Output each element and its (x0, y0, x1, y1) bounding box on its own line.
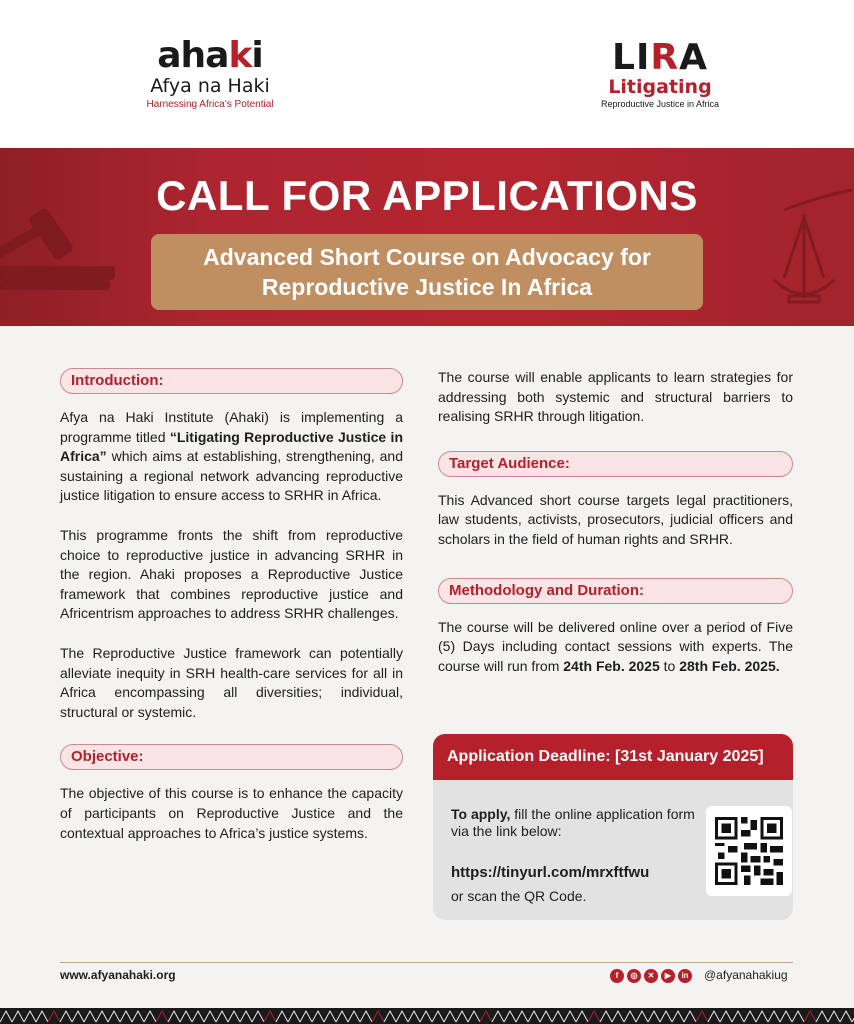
ahaki-logo-name: Afya na Haki (150, 75, 270, 97)
course-goal-paragraph: The course will enable applicants to learn strategies for addressing both systemic and structural barriers to realising SRHR through litigation. (438, 369, 793, 425)
application-box (433, 734, 793, 920)
right-column (438, 368, 793, 676)
banner (0, 148, 854, 326)
header (0, 0, 854, 148)
target-audience-paragraph: This Advanced short course targets legal practitioners, law students, activists, prosecutors, judicial officers and scholars in the field of human rights and SRHR. (438, 491, 793, 547)
website-link[interactable]: www.afyanahaki.org (60, 968, 176, 982)
youtube-icon[interactable]: ▶ (661, 969, 675, 983)
objective-heading: Objective: (60, 744, 403, 770)
decorative-pattern (0, 1008, 854, 1024)
footer-divider (60, 962, 793, 963)
apply-text: To apply, fill the online application form via the link below: (451, 806, 695, 839)
facebook-icon[interactable]: f (610, 969, 624, 983)
introduction-heading: Introduction: (60, 368, 403, 394)
linkedin-icon[interactable]: in (678, 969, 692, 983)
left-column (60, 368, 403, 843)
application-deadline: Application Deadline: [31st January 2025] (433, 734, 793, 780)
ahaki-logo-word: ahaki (157, 35, 263, 76)
ahaki-logo-tagline: Harnessing Africa's Potential (146, 99, 274, 110)
lira-logo (598, 37, 722, 110)
page-title: CALL FOR APPLICATIONS (156, 172, 698, 219)
methodology-paragraph: The course will be delivered online over a period of Five (5) Days including contact sessions with experts. The course will run from 24th Feb. 2025 to 28th Feb. 2025. (438, 618, 793, 674)
qr-code-icon (715, 817, 783, 885)
objective-paragraph: The objective of this course is to enhance the capacity of participants on Reproductive Justice and the contextual approaches to Africa’s justice systems. (60, 785, 403, 841)
application-instructions (433, 780, 793, 920)
x-icon[interactable]: ✕ (644, 969, 658, 983)
methodology-heading: Methodology and Duration: (438, 578, 793, 604)
target-audience-heading: Target Audience: (438, 451, 793, 477)
lira-logo-name: Litigating (608, 76, 712, 98)
social-handle: @afyanahakiug (704, 968, 788, 982)
qr-code[interactable] (706, 806, 792, 896)
introduction-paragraph-2: This programme fronts the shift from reproductive choice to reproductive justice in advancing SRHR in the region. Ahaki proposes a Reproductive Justice framework that combines reproductive justice and Africentrism approaches to address SRHR challenges. (60, 526, 403, 622)
course-title-box (151, 234, 703, 310)
lira-logo-tagline: Reproductive Justice in Africa (600, 99, 720, 109)
lira-logo-word: LIRA (612, 37, 708, 78)
course-title: Advanced Short Course on Advocacy for Reproductive Justice In Africa (203, 244, 651, 300)
social-icons (610, 969, 692, 983)
instagram-icon[interactable]: ◎ (627, 969, 641, 983)
introduction-paragraph-3: The Reproductive Justice framework can potentially alleviate inequity in SRH health-care services for all in Africa encompassing all diversities; individual, structural or systemic. (60, 644, 403, 720)
introduction-paragraph-1: Afya na Haki Institute (Ahaki) is implementing a programme titled “Litigating Reproductive Justice in Africa” which aims at establishing, strengthening, and sustaining a regional network advancing reproductive justice litigation to ensure access to SRHR in Africa. (60, 409, 404, 504)
ahaki-logo (140, 35, 280, 112)
scan-text: or scan the QR Code. (451, 888, 587, 904)
application-link[interactable]: https://tinyurl.com/mrxftfwu (451, 864, 650, 881)
